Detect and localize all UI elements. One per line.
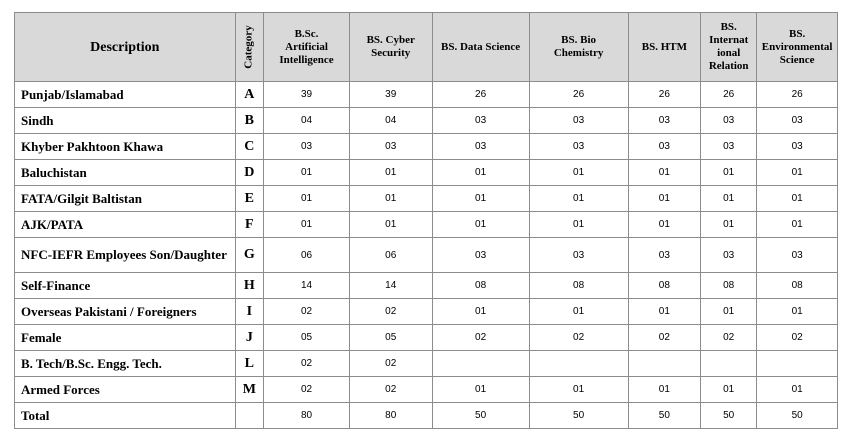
seat-distribution-table <box>14 12 838 429</box>
seat-count-cell: 03 <box>529 134 628 160</box>
program-header-4 <box>628 13 700 82</box>
seat-count-cell: 01 <box>529 160 628 186</box>
table-row <box>15 212 838 238</box>
program-header-line: B.Sc. <box>294 27 319 40</box>
seat-count-cell: 03 <box>349 134 432 160</box>
program-header-2 <box>432 13 529 82</box>
seat-count-cell: 01 <box>757 299 838 325</box>
seat-count-cell: 01 <box>349 212 432 238</box>
seat-count-cell: 01 <box>529 212 628 238</box>
seat-count-cell: 50 <box>628 403 700 429</box>
program-header-label <box>552 34 606 60</box>
seat-count-cell: 01 <box>349 186 432 212</box>
seat-count-cell: 26 <box>628 82 700 108</box>
seat-count-cell: 03 <box>701 238 757 273</box>
seat-count-cell: 01 <box>529 186 628 212</box>
seat-count-cell: 50 <box>701 403 757 429</box>
row-category: F <box>235 212 264 238</box>
program-header-label <box>760 28 835 67</box>
program-header-line: Security <box>371 47 411 59</box>
program-header-line: Science <box>779 53 815 66</box>
seat-count-cell: 04 <box>264 108 350 134</box>
seat-count-cell: 01 <box>264 212 350 238</box>
header-row <box>15 13 838 82</box>
seat-count-cell: 01 <box>432 212 529 238</box>
seat-count-cell: 01 <box>628 186 700 212</box>
row-description: Armed Forces <box>15 377 236 403</box>
seat-count-cell: 26 <box>701 82 757 108</box>
category-header <box>235 13 264 82</box>
seat-count-cell: 01 <box>432 299 529 325</box>
row-category: L <box>235 351 264 377</box>
row-description: Overseas Pakistani / Foreigners <box>15 299 236 325</box>
table-row <box>15 403 838 429</box>
program-header-5 <box>701 13 757 82</box>
row-category: A <box>235 82 264 108</box>
seat-count-cell: 02 <box>349 351 432 377</box>
seat-count-cell: 06 <box>264 238 350 273</box>
row-category: C <box>235 134 264 160</box>
table-row <box>15 82 838 108</box>
seat-count-cell: 01 <box>757 377 838 403</box>
row-description: Punjab/Islamabad <box>15 82 236 108</box>
seat-count-cell: 39 <box>349 82 432 108</box>
row-description: FATA/Gilgit Baltistan <box>15 186 236 212</box>
row-category: B <box>235 108 264 134</box>
program-header-line: BS. Bio <box>561 34 597 46</box>
seat-count-cell: 01 <box>432 160 529 186</box>
seat-count-cell: 80 <box>349 403 432 429</box>
seat-count-cell: 02 <box>432 325 529 351</box>
row-description: Baluchistan <box>15 160 236 186</box>
seat-count-cell: 02 <box>529 325 628 351</box>
seat-count-cell: 14 <box>264 273 350 299</box>
row-category: J <box>235 325 264 351</box>
program-header-line: BS. <box>789 27 806 40</box>
program-header-line: Artificial <box>285 40 328 53</box>
row-description: B. Tech/B.Sc. Engg. Tech. <box>15 351 236 377</box>
seat-count-cell: 01 <box>628 377 700 403</box>
seat-count-cell: 01 <box>757 212 838 238</box>
program-header-label <box>640 41 689 54</box>
seat-count-cell: 03 <box>628 238 700 273</box>
seat-count-cell: 26 <box>757 82 838 108</box>
row-category: E <box>235 186 264 212</box>
row-description: Khyber Pakhtoon Khawa <box>15 134 236 160</box>
table-row <box>15 160 838 186</box>
program-header-line: BS. Cyber <box>366 34 415 46</box>
seat-count-cell: 04 <box>349 108 432 134</box>
seat-count-cell: 01 <box>757 160 838 186</box>
seat-count-cell: 01 <box>701 186 757 212</box>
program-header-line: Environmental <box>761 40 833 53</box>
program-header-6 <box>757 13 838 82</box>
program-header-label <box>277 28 335 67</box>
seat-count-cell: 03 <box>757 134 838 160</box>
seat-count-cell: 08 <box>757 273 838 299</box>
seat-count-cell: 03 <box>628 108 700 134</box>
seat-count-cell <box>432 351 529 377</box>
seat-count-cell: 05 <box>264 325 350 351</box>
seat-count-cell: 01 <box>701 160 757 186</box>
table-row <box>15 108 838 134</box>
seat-count-cell: 03 <box>432 134 529 160</box>
seat-count-cell: 01 <box>264 186 350 212</box>
row-description: Female <box>15 325 236 351</box>
table-row <box>15 377 838 403</box>
row-category: I <box>235 299 264 325</box>
seat-count-cell: 03 <box>701 108 757 134</box>
description-header: Description <box>15 13 236 82</box>
seat-count-cell: 01 <box>628 212 700 238</box>
seat-count-cell: 01 <box>701 377 757 403</box>
row-category: D <box>235 160 264 186</box>
row-description: NFC-IEFR Employees Son/Daughter <box>15 238 236 273</box>
category-header-label: Category <box>242 25 255 69</box>
program-header-line: ional <box>717 47 741 59</box>
table-row <box>15 273 838 299</box>
seat-count-cell <box>701 351 757 377</box>
table-row <box>15 299 838 325</box>
seat-count-cell: 08 <box>701 273 757 299</box>
row-category: G <box>235 238 264 273</box>
seat-count-cell: 03 <box>529 108 628 134</box>
seat-count-cell: 08 <box>432 273 529 299</box>
seat-count-cell: 03 <box>701 134 757 160</box>
seat-count-cell: 01 <box>432 186 529 212</box>
seat-count-cell: 03 <box>757 108 838 134</box>
row-category <box>235 403 264 429</box>
seat-count-cell: 01 <box>432 377 529 403</box>
seat-count-cell: 01 <box>529 377 628 403</box>
row-description: Sindh <box>15 108 236 134</box>
program-header-line: Relation <box>708 60 749 72</box>
program-header-label <box>365 34 417 60</box>
seat-count-cell: 01 <box>349 160 432 186</box>
seat-count-cell: 02 <box>264 351 350 377</box>
row-description: Self-Finance <box>15 273 236 299</box>
seat-count-cell: 02 <box>757 325 838 351</box>
table-row <box>15 238 838 273</box>
seat-count-cell: 01 <box>529 299 628 325</box>
table-row <box>15 134 838 160</box>
program-header-label <box>439 41 522 54</box>
table-row <box>15 186 838 212</box>
seat-count-cell: 01 <box>701 212 757 238</box>
program-header-1 <box>349 13 432 82</box>
seat-count-cell: 50 <box>432 403 529 429</box>
seat-count-cell: 02 <box>349 377 432 403</box>
table-row <box>15 351 838 377</box>
seat-count-cell: 05 <box>349 325 432 351</box>
seat-count-cell: 02 <box>349 299 432 325</box>
seat-count-cell: 14 <box>349 273 432 299</box>
seat-count-cell: 02 <box>628 325 700 351</box>
seat-count-cell: 50 <box>529 403 628 429</box>
seat-count-cell: 03 <box>432 238 529 273</box>
seat-count-cell: 02 <box>264 377 350 403</box>
row-category: H <box>235 273 264 299</box>
seat-count-cell: 03 <box>529 238 628 273</box>
seat-count-cell: 03 <box>264 134 350 160</box>
seat-count-cell: 26 <box>432 82 529 108</box>
table-row <box>15 325 838 351</box>
program-header-line: BS. Data Science <box>441 40 521 53</box>
seat-count-cell: 01 <box>264 160 350 186</box>
seat-count-cell: 01 <box>757 186 838 212</box>
program-header-line: Internat <box>709 34 749 46</box>
program-header-label <box>707 21 751 73</box>
seat-count-cell: 01 <box>701 299 757 325</box>
seat-count-cell: 26 <box>529 82 628 108</box>
seat-count-cell: 01 <box>628 160 700 186</box>
seat-count-cell: 08 <box>529 273 628 299</box>
seat-distribution-table-container <box>14 12 838 429</box>
seat-count-cell: 01 <box>628 299 700 325</box>
seat-count-cell: 03 <box>757 238 838 273</box>
seat-count-cell: 02 <box>264 299 350 325</box>
program-header-3 <box>529 13 628 82</box>
seat-count-cell <box>757 351 838 377</box>
seat-count-cell: 03 <box>628 134 700 160</box>
program-header-line: Chemistry <box>553 47 604 59</box>
seat-count-cell: 08 <box>628 273 700 299</box>
program-header-0 <box>264 13 350 82</box>
program-header-line: BS. HTM <box>641 40 687 53</box>
row-description: Total <box>15 403 236 429</box>
seat-count-cell <box>628 351 700 377</box>
seat-count-cell: 06 <box>349 238 432 273</box>
seat-count-cell: 02 <box>701 325 757 351</box>
table-body <box>15 82 838 429</box>
program-header-line: Intelligence <box>279 53 334 66</box>
program-header-line: BS. <box>720 21 737 33</box>
seat-count-cell <box>529 351 628 377</box>
row-description: AJK/PATA <box>15 212 236 238</box>
seat-count-cell: 80 <box>264 403 350 429</box>
seat-count-cell: 50 <box>757 403 838 429</box>
seat-count-cell: 39 <box>264 82 350 108</box>
row-category: M <box>235 377 264 403</box>
seat-count-cell: 03 <box>432 108 529 134</box>
